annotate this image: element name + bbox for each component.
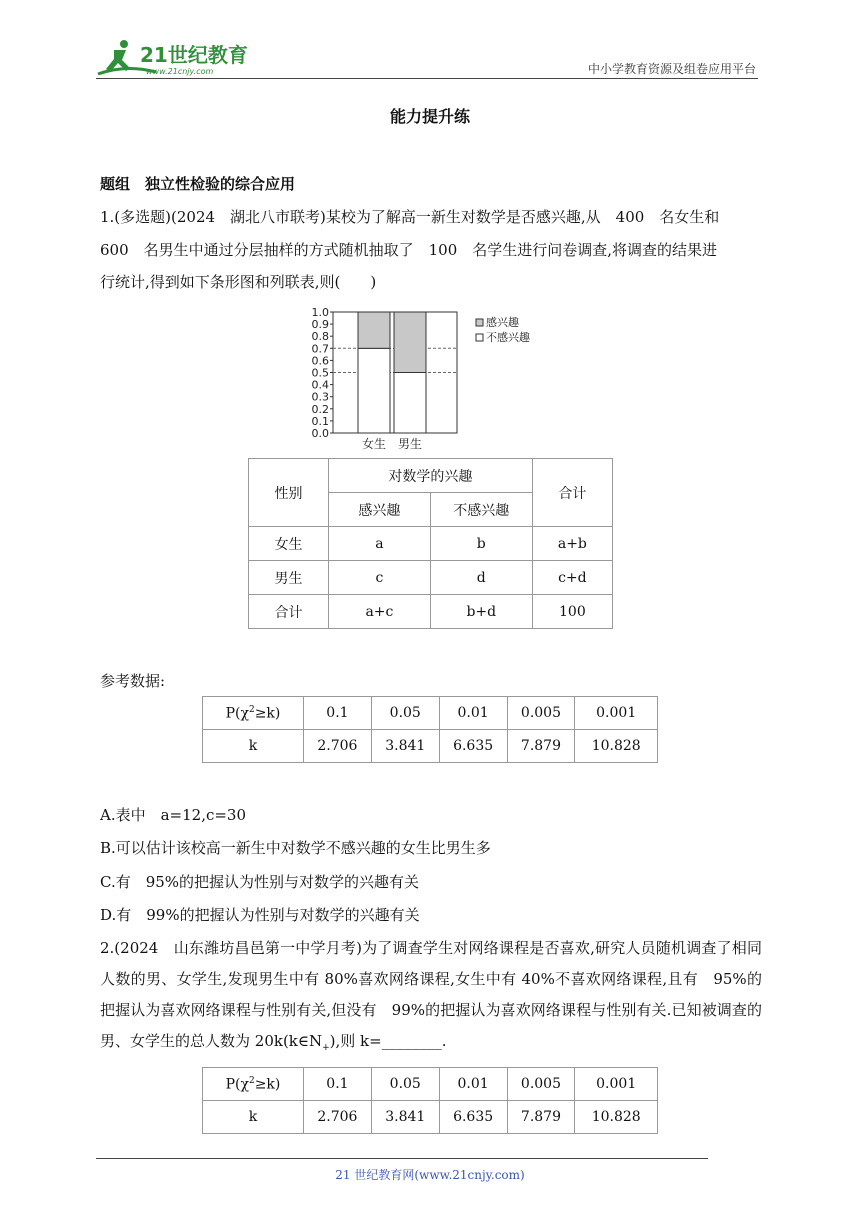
header-total: 合计 xyxy=(532,459,612,527)
header-divider xyxy=(96,78,758,79)
bar xyxy=(394,373,426,434)
logo-text: 21世纪教育 xyxy=(140,43,248,67)
cell: 7.879 xyxy=(507,730,575,763)
table-row xyxy=(203,730,658,763)
contingency-table xyxy=(248,458,613,629)
cell: b xyxy=(430,527,532,561)
cell: 7.879 xyxy=(507,1101,575,1134)
cell: 0.05 xyxy=(371,1068,439,1101)
cell: 0.01 xyxy=(439,1068,507,1101)
header-interest: 对数学的兴趣 xyxy=(328,459,532,493)
y-tick-label: 0.2 xyxy=(311,402,329,416)
reference-table-2 xyxy=(202,1067,658,1134)
cell: 0.1 xyxy=(304,697,372,730)
stacked-bar-chart xyxy=(300,304,560,454)
y-tick-label: 0.7 xyxy=(311,342,329,356)
cell: 0.001 xyxy=(575,1068,658,1101)
cell: 男生 xyxy=(249,561,329,595)
reference-label: 参考数据: xyxy=(100,672,166,690)
cell: 2.706 xyxy=(304,730,372,763)
cell: 0.01 xyxy=(439,697,507,730)
cell: 3.841 xyxy=(371,1101,439,1134)
cell: 10.828 xyxy=(575,1101,658,1134)
y-tick-label: 0.8 xyxy=(311,330,329,344)
logo xyxy=(96,38,256,78)
legend-label: 感兴趣 xyxy=(486,316,519,329)
category-label: 男生 xyxy=(397,437,423,451)
option-d: D.有 99%的把握认为性别与对数学的兴趣有关 xyxy=(100,906,420,924)
table-row xyxy=(249,561,613,595)
q1-stem-line-2: 600 名男生中通过分层抽样的方式随机抽取了 100 名学生进行问卷调查,将调查的结果进 xyxy=(100,241,718,259)
p-label: $P(\chi^2\ge k)$ xyxy=(203,697,304,730)
category-label: 女生 xyxy=(361,437,387,451)
cell: 合计 xyxy=(249,595,329,629)
cell: 女生 xyxy=(249,527,329,561)
header-gender: 性别 xyxy=(249,459,329,527)
header-not-interested: 不感兴趣 xyxy=(430,493,532,527)
cell: c xyxy=(328,561,430,595)
cell: 0.005 xyxy=(507,697,575,730)
header-interested: 感兴趣 xyxy=(328,493,430,527)
table-row xyxy=(249,527,613,561)
legend-label: 不感兴趣 xyxy=(486,331,530,344)
cell: 3.841 xyxy=(371,730,439,763)
legend-swatch xyxy=(476,334,483,341)
q1-stem-line-3: 行统计,得到如下条形图和列联表,则( ) xyxy=(100,273,377,291)
cell: 0.001 xyxy=(575,697,658,730)
cell: 100 xyxy=(532,595,612,629)
header-platform-text: 中小学教育资源及组卷应用平台 xyxy=(587,62,756,76)
cell: a xyxy=(328,527,430,561)
y-tick-label: 0.5 xyxy=(311,366,329,380)
page-title: 能力提升练 xyxy=(389,107,470,126)
option-b: B.可以估计该校高一新生中对数学不感兴趣的女生比男生多 xyxy=(100,839,491,857)
p-label: $P(\chi^2\ge k)$ xyxy=(203,1068,304,1101)
cell: b+d xyxy=(430,595,532,629)
cell: 0.005 xyxy=(507,1068,575,1101)
table-row xyxy=(249,595,613,629)
footer-divider xyxy=(96,1158,708,1159)
y-tick-label: 0.0 xyxy=(311,427,329,440)
bar xyxy=(358,312,390,348)
group-title: 题组 独立性检验的综合应用 xyxy=(100,175,296,193)
y-tick-label: 1.0 xyxy=(311,306,329,319)
table-row xyxy=(203,1068,658,1101)
cell: d xyxy=(430,561,532,595)
y-tick-label: 0.3 xyxy=(311,390,329,404)
cell: 6.635 xyxy=(439,730,507,763)
bar xyxy=(394,312,426,373)
footer-text: 21 世纪教育网(www.21cnjy.com) xyxy=(335,1168,525,1182)
cell: 2.706 xyxy=(304,1101,372,1134)
option-a: A.表中 a=12,c=30 xyxy=(100,806,247,824)
option-c: C.有 95%的把握认为性别与对数学的兴趣有关 xyxy=(100,873,420,891)
cell: 10.828 xyxy=(575,730,658,763)
cell: a+c xyxy=(328,595,430,629)
cell: a+b xyxy=(532,527,612,561)
q1-stem-line-1: 1.(多选题)(2024 湖北八市联考)某校为了解高一新生对数学是否感兴趣,从 400 名女生和 xyxy=(100,208,720,226)
table-row xyxy=(203,697,658,730)
legend-swatch xyxy=(476,319,483,326)
q2-text: 2.(2024 山东潍坊昌邑第一中学月考)为了调查学生对网络课程是否喜欢,研究人员随机调查了相同人数的男、女学生,发现男生中有 80%喜欢网络课程,女生中有 40%不喜欢网络课程,且有 95%的把握认为喜欢网络课程与性别有关,但没有 99%的把握认为喜欢网络课程与性别有关.已知被调查的男、女学生的总人数为 $20k(k\in N_+)$,则 k=________. xyxy=(100,939,762,1053)
cell: 0.05 xyxy=(371,697,439,730)
y-tick-label: 0.9 xyxy=(311,318,329,332)
reference-table-1 xyxy=(202,696,658,763)
logo-url: www.21cnjy.com xyxy=(146,67,214,76)
y-tick-label: 0.4 xyxy=(311,378,329,392)
k-label: k xyxy=(203,730,304,763)
cell: 6.635 xyxy=(439,1101,507,1134)
y-tick-label: 0.6 xyxy=(311,354,329,368)
table-row xyxy=(203,1101,658,1134)
k-label: k xyxy=(203,1101,304,1134)
y-tick-label: 0.1 xyxy=(311,414,329,428)
cell: c+d xyxy=(532,561,612,595)
cell: 0.1 xyxy=(304,1068,372,1101)
bar xyxy=(358,348,390,433)
